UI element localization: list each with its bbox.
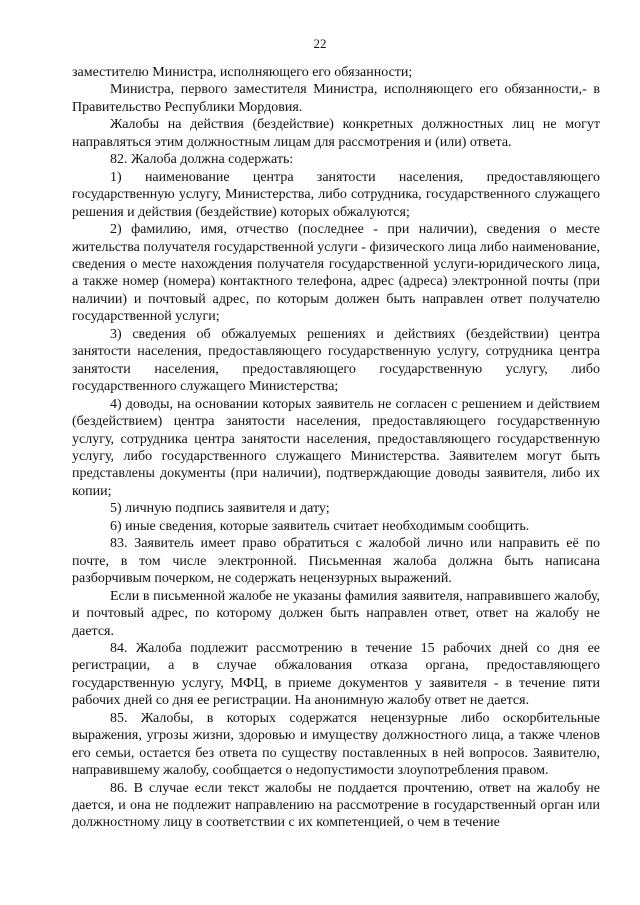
document-body — [72, 64, 600, 832]
list-item: 5) личную подпись заявителя и дату; — [110, 501, 330, 517]
list-item: 4) доводы, на основании которых заявитель не согласен с решением и действием (бездействием) центра занятости населения, предоставляющего государственную услугу, сотрудника центра занятости населения, предоставляющего государственную услугу, либо государственного служащего Министерства. Заявителем могут быть представлены документы (при наличии), подтверждающие доводы заявителя, либо их копии; — [72, 396, 600, 499]
section-85: 85. Жалобы, в которых содержатся нецензурные либо оскорбительные выражения, угрозы жизни, здоровью и имуществу должностного лица, а также членов его семьи, остается без ответа по существу поставленных в ней вопросов. Заявителю, направившему жалобу, сообщается о недопустимости злоупотребления правом. — [72, 710, 600, 779]
section-82-heading: 82. Жалоба должна содержать: — [110, 152, 294, 168]
paragraph: Если в письменной жалобе не указаны фамилия заявителя, направившего жалобу, и почтовый адрес, по которому должен быть направлен ответ, ответ на жалобу не дается. — [72, 588, 600, 639]
section-84: 84. Жалоба подлежит рассмотрению в течение 15 рабочих дней со дня ее регистрации, а в случае обжалования отказа органа, предоставляющего государственную услугу, МФЦ, в приеме документов у заявителя - в течение пяти рабочих дней со дня ее регистрации. На анонимную жалобу ответ не дается. — [72, 640, 600, 709]
paragraph: Жалобы на действия (бездействие) конкретных должностных лиц не могут направляться этим должностным лицам для рассмотрения и (или) ответа. — [72, 117, 600, 150]
list-item: 6) иные сведения, которые заявитель считает необходимым сообщить. — [110, 518, 530, 534]
list-item: 2) фамилию, имя, отчество (последнее - при наличии), сведения о месте жительства получателя государственной услуги - физического лица либо наименование, сведения о месте нахождения получателя государственной услуги-юридического лица, а также номер (номера) контактного телефона, адрес (адреса) электронной почты (при наличии) и почтовый адрес, по которым должен быть направлен ответ получателю государственной услуги; — [72, 222, 600, 325]
paragraph: Министра, первого заместителя Министра, исполняющего его обязанности,- в Правительство Республики Мордовия. — [72, 82, 600, 115]
list-item: 1) наименование центра занятости населения, предоставляющего государственную услугу, Министерства, либо сотрудника, государственного служащего решения и действия (бездействие) которых обжалуются; — [72, 169, 600, 220]
page-number: 22 — [313, 36, 327, 51]
list-item: 3) сведения об обжалуемых решениях и действиях (бездействии) центра занятости населения, предоставляющего государственную услугу, сотрудника центра занятости населения, предоставляющего государственную услугу, либо государственного служащего Министерства; — [72, 326, 600, 395]
section-86: 86. В случае если текст жалобы не поддается прочтению, ответ на жалобу не дается, и она не подлежит направлению на рассмотрение в государственный орган или должностному лицу в соответствии с их компетенцией, о чем в течение — [72, 780, 600, 831]
section-83: 83. Заявитель имеет право обратиться с жалобой лично или направить её по почте, в том числе электронной. Письменная жалоба должна быть написана разборчивым почерком, не содержать нецензурных выражений. — [72, 536, 600, 587]
paragraph: заместителю Министра, исполняющего его обязанности; — [72, 65, 413, 80]
